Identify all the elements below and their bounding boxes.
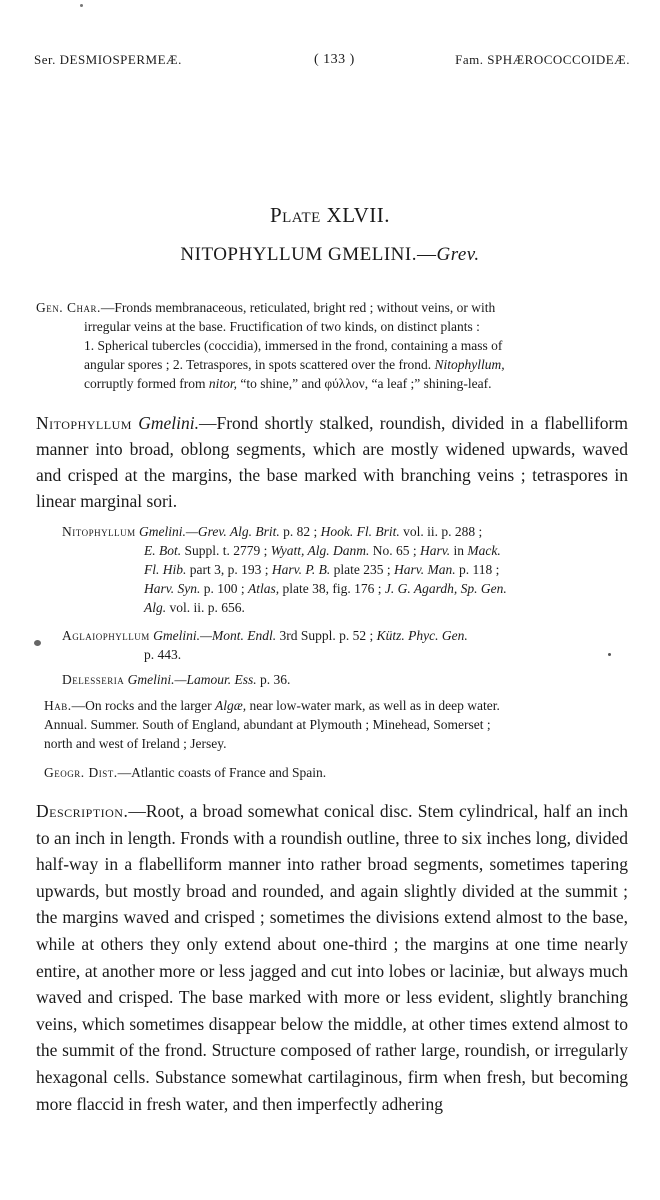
gen-char-etymology: nitor, bbox=[208, 376, 237, 391]
diagnosis-genus: Nitophyllum bbox=[36, 413, 132, 433]
citation: p. 118 ; bbox=[459, 562, 500, 577]
citation: Atlas, bbox=[248, 581, 280, 596]
gen-char-label: Gen. Char. bbox=[36, 300, 101, 315]
description-text: —Root, a broad somewhat conical disc. Stem cylindrical, half an inch to an inch in length. Fronds with a roundish outline, three to six inches long, divided half-way in a flabelliform manner into rather broad segments, sometimes tapering upwards, but mostly broad and rounded, and again slightly divided at the summit ; the margins waved and crisped ; sometimes the divisions extend almost to the base, while at others they only extend about one-third ; the margins at one time nearly entire, at another more or less jagged and cut into lobes or laciniæ, but always much waved and crisped. The base marked with more or less evident, slightly branching veins, which sometimes disappear below the middle, at other times extend almost to the summit of the frond. Structure composed of rather large, roundish, or irregularly hexagonal cells. Substance somewhat cartilaginous, firm when fresh, but becoming more flaccid in fresh water, and then imperfectly adhering bbox=[36, 801, 628, 1114]
citation: Wyatt, Alg. Danm. bbox=[270, 543, 370, 558]
diagnosis-species: Gmelini. bbox=[138, 413, 199, 433]
habitat-text: —On rocks and the larger bbox=[71, 698, 212, 713]
habitat-text: near low-water mark, as well as in deep water. bbox=[249, 698, 500, 713]
citation: p. 36. bbox=[260, 672, 291, 687]
description bbox=[36, 798, 628, 1117]
citation: Kütz. Phyc. Gen. bbox=[376, 628, 468, 643]
citation: Gmelini.—Lamour. Ess. bbox=[127, 672, 257, 687]
citation: E. Bot. bbox=[144, 543, 182, 558]
synonym-genus: Delesseria bbox=[62, 672, 125, 687]
synonym-entry bbox=[62, 626, 628, 664]
species-name: NITOPHYLLUM GMELINI.— bbox=[180, 244, 437, 265]
citation: p. 100 ; bbox=[203, 581, 245, 596]
citation: J. G. Agardh, Sp. Gen. bbox=[384, 581, 507, 596]
species-authority: Grev. bbox=[436, 244, 480, 265]
plate-title: Plate XLVII. bbox=[269, 203, 391, 227]
gen-char-genus: Nitophyllum, bbox=[434, 357, 505, 372]
citation: Hook. Fl. Brit. bbox=[320, 524, 400, 539]
description-label: Description. bbox=[36, 801, 129, 821]
synonym-genus: Nitophyllum bbox=[62, 524, 136, 539]
gen-char-text: 1. Spherical tubercles (coccidia), immersed in the frond, containing a mass of bbox=[84, 338, 503, 353]
print-speck bbox=[80, 4, 83, 7]
print-speck bbox=[34, 640, 41, 646]
geography-text: —Atlantic coasts of France and Spain. bbox=[117, 765, 327, 780]
habitat-text: Algæ, bbox=[214, 698, 247, 713]
gen-char-text: irregular veins at the base. Fructification of two kinds, on distinct plants : bbox=[84, 319, 480, 334]
habitat-label: Hab. bbox=[44, 698, 72, 713]
citation: Suppl. t. 2779 ; bbox=[184, 543, 268, 558]
header-family: Fam. SPHÆROCOCCOIDEÆ. bbox=[455, 52, 630, 67]
species-title bbox=[0, 244, 660, 266]
citation: Harv. P. B. bbox=[271, 562, 331, 577]
citation: Harv. Syn. bbox=[144, 581, 201, 596]
citation: Harv. bbox=[420, 543, 451, 558]
habitat bbox=[44, 696, 628, 753]
citation: Alg. bbox=[144, 600, 167, 615]
gen-char-text: —Fronds membranaceous, reticulated, bright red ; without veins, or with bbox=[100, 300, 496, 315]
citation: p. 443. bbox=[144, 647, 182, 662]
citation: p. 82 ; bbox=[283, 524, 318, 539]
gen-char-text: “to shine,” and φύλλον, “a leaf ;” shining-leaf. bbox=[240, 376, 492, 391]
citation: Fl. Hib. bbox=[144, 562, 187, 577]
gen-char-text: corruptly formed from bbox=[84, 376, 206, 391]
generic-character bbox=[36, 298, 628, 393]
citation: plate 38, fig. 176 ; bbox=[282, 581, 382, 596]
habitat-text: north and west of Ireland ; Jersey. bbox=[44, 736, 227, 751]
geography-label: Geogr. Dist. bbox=[44, 765, 118, 780]
citation: plate 235 ; bbox=[333, 562, 391, 577]
citation: Harv. Man. bbox=[394, 562, 456, 577]
header-series: Ser. DESMIOSPERMEÆ. bbox=[34, 52, 182, 67]
citation: Mack. bbox=[467, 543, 501, 558]
synonym-entry bbox=[62, 522, 628, 617]
habitat-text: Annual. Summer. South of England, abundant at Plymouth ; Minehead, Somerset ; bbox=[44, 717, 491, 732]
citation: in bbox=[453, 543, 465, 558]
citation: No. 65 ; bbox=[372, 543, 417, 558]
synonym-entry bbox=[62, 670, 628, 689]
citation: vol. ii. p. 288 ; bbox=[403, 524, 483, 539]
citation: vol. ii. p. 656. bbox=[169, 600, 245, 615]
diagnosis-text: —Frond shortly stalked, roundish, divided in a flabelliform manner into broad, oblong segments, which are mostly widened upwards, waved and crisped at the margins, the base marked with branching veins ; tetraspores in linear marginal sori. bbox=[36, 413, 628, 511]
species-diagnosis bbox=[36, 410, 628, 514]
citation: Gmelini.—Grev. Alg. Brit. bbox=[138, 524, 280, 539]
gen-char-text: angular spores ; 2. Tetraspores, in spots scattered over the frond. bbox=[84, 357, 432, 372]
running-header bbox=[34, 52, 630, 72]
citation: part 3, p. 193 ; bbox=[189, 562, 269, 577]
page-number: ( 133 ) bbox=[314, 52, 355, 67]
citation: Gmelini.—Mont. Endl. bbox=[153, 628, 277, 643]
geographic-distribution bbox=[44, 763, 628, 782]
synonym-genus: Aglaiophyllum bbox=[62, 628, 150, 643]
citation: 3rd Suppl. p. 52 ; bbox=[279, 628, 374, 643]
